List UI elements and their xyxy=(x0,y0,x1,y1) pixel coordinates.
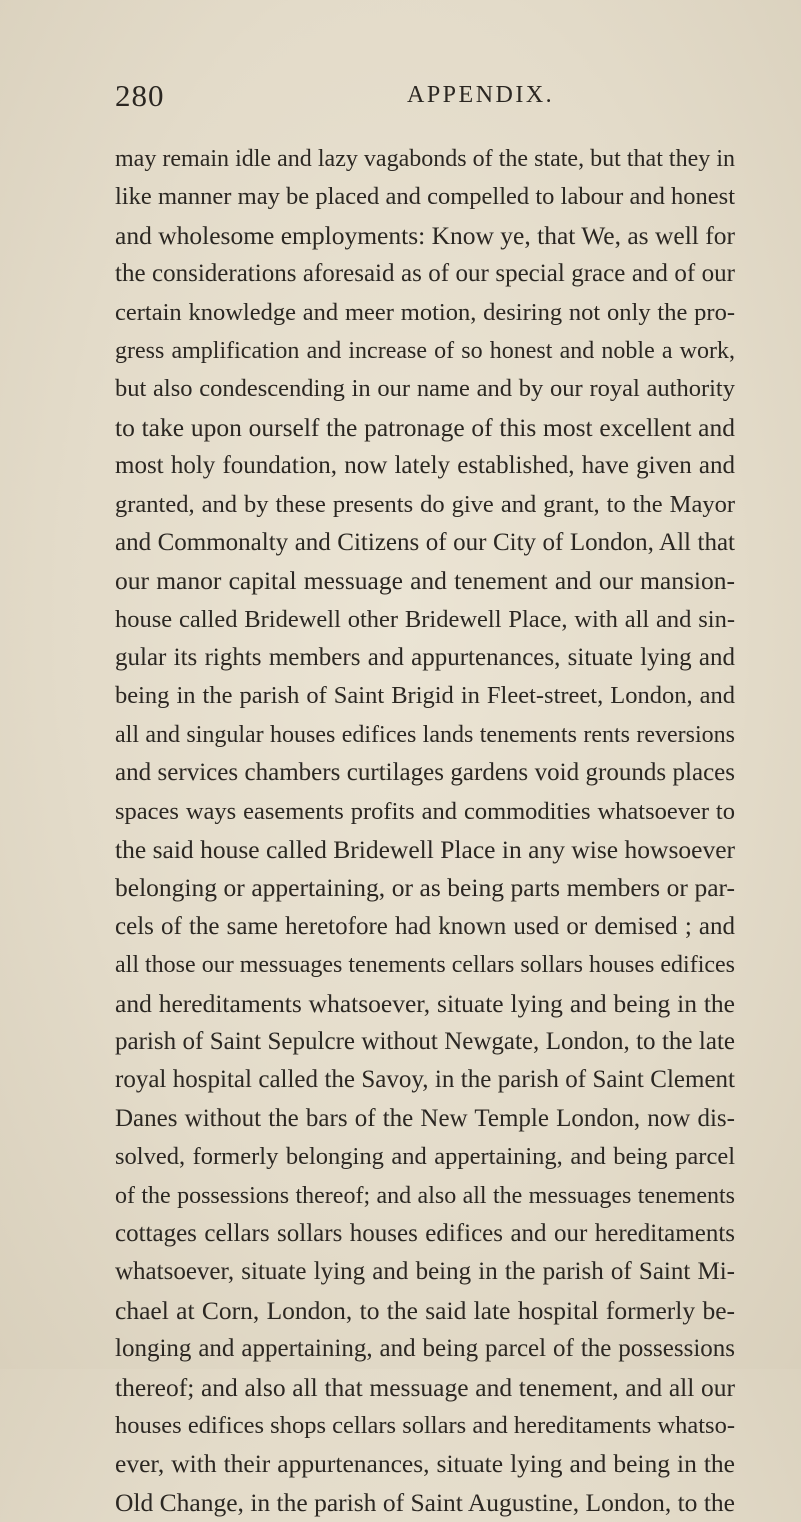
text-line: Danes without the bars of the New Temple London, now dis- xyxy=(115,1104,735,1132)
text-line: house called Bridewell other Bridewell Place, with all and sin- xyxy=(115,605,735,633)
text-line: the said house called Bridewell Place in any wise howsoever xyxy=(115,835,735,865)
page-number: 280 xyxy=(115,78,165,113)
text-line: cottages cellars sollars houses edifices and our hereditaments xyxy=(115,1219,735,1247)
text-line: to take upon ourself the patronage of this most excellent and xyxy=(115,412,735,442)
text-line: and wholesome employments: Know ye, that We, as well for xyxy=(115,220,735,250)
text-line: and hereditaments whatsoever, situate lying and being in the xyxy=(115,988,735,1018)
text-line: royal hospital called the Savoy, in the parish of Saint Clement xyxy=(115,1066,735,1094)
text-line: whatsoever, situate lying and being in the parish of Saint Mi- xyxy=(115,1258,735,1286)
text-line: but also condescending in our name and by our royal authority xyxy=(115,375,735,403)
body-text xyxy=(115,140,735,1522)
text-line: gress amplification and increase of so honest and noble a work, xyxy=(115,337,735,364)
text-line: houses edifices shops cellars sollars and hereditaments whatso- xyxy=(115,1411,735,1439)
text-line: like manner may be placed and compelled to labour and honest xyxy=(115,183,735,211)
text-line: of the possessions thereof; and also all the messuages tenements xyxy=(115,1182,735,1209)
text-line: parish of Saint Sepulcre without Newgate, London, to the late xyxy=(115,1027,735,1055)
text-line: all and singular houses edifices lands tenements rents reversions xyxy=(115,721,735,748)
text-line: most holy foundation, now lately established, have given and xyxy=(115,452,735,480)
text-line: longing and appertaining, and being parcel of the possessions xyxy=(115,1335,735,1363)
text-line: spaces ways easements profits and commodities whatsoever to xyxy=(115,797,735,825)
text-line: our manor capital messuage and tenement and our mansion- xyxy=(115,566,735,596)
text-line: and Commonalty and Citizens of our City of London, All that xyxy=(115,528,735,556)
text-line: being in the parish of Saint Brigid in Fleet-street, London, and xyxy=(115,682,735,710)
text-line: ever, with their appurtenances, situate lying and being in the xyxy=(115,1449,735,1479)
page-header xyxy=(115,78,675,122)
text-line: chael at Corn, London, to the said late hospital formerly be- xyxy=(115,1295,735,1325)
running-head: APPENDIX. xyxy=(407,82,555,108)
text-line: gular its rights members and appurtenances, situate lying and xyxy=(115,644,735,672)
text-line: may remain idle and lazy vagabonds of the state, but that they in xyxy=(115,146,735,172)
text-line: belonging or appertaining, or as being parts members or par- xyxy=(115,873,735,903)
text-line: solved, formerly belonging and appertaining, and being parcel xyxy=(115,1143,735,1171)
text-line: the considerations aforesaid as of our special grace and of our xyxy=(115,260,735,288)
text-line: and services chambers curtilages gardens void grounds places xyxy=(115,759,735,787)
text-line: granted, and by these presents do give and grant, to the Mayor xyxy=(115,490,735,518)
text-line: Old Change, in the parish of Saint Augustine, London, to the xyxy=(115,1487,735,1517)
text-line: cels of the same heretofore had known used or demised ; and xyxy=(115,912,735,940)
text-line: thereof; and also all that messuage and tenement, and all our xyxy=(115,1372,735,1402)
text-line: certain knowledge and meer motion, desiring not only the pro- xyxy=(115,298,735,326)
text-line: all those our messuages tenements cellars sollars houses edifices xyxy=(115,952,735,979)
